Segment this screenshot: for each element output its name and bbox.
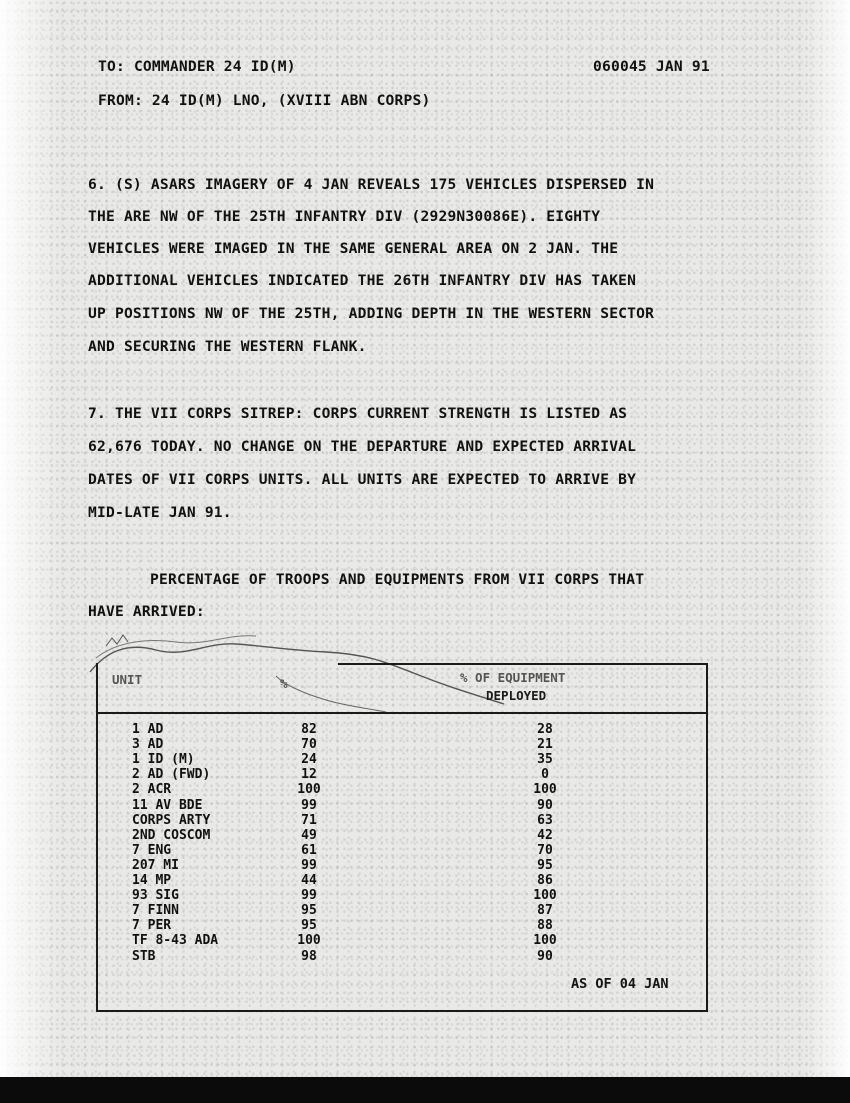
row-equipment-percent: 63: [537, 812, 553, 828]
row-equipment-percent: 95: [537, 857, 553, 873]
row-unit: 2ND COSCOM: [132, 827, 211, 843]
row-unit: 93 SIG: [132, 888, 179, 904]
row-troops-percent: 95: [301, 918, 317, 934]
percentage-intro-line: HAVE ARRIVED:: [88, 603, 205, 620]
row-troops-percent: 12: [301, 767, 317, 783]
paragraph-6-line: UP POSITIONS NW OF THE 25TH, ADDING DEPTH IN THE WESTERN SECTOR: [88, 305, 655, 322]
row-unit: 7 PER: [132, 918, 172, 934]
row-equipment-percent: 70: [537, 842, 553, 858]
from-line: FROM: 24 ID(M) LNO, (XVIII ABN CORPS): [98, 92, 431, 109]
row-troops-percent: 99: [301, 797, 317, 813]
row-equipment-percent: 100: [533, 933, 557, 949]
row-equipment-percent: 100: [533, 782, 557, 798]
paragraph-7-line: MID-LATE JAN 91.: [88, 504, 232, 521]
table-header-divider: [96, 712, 706, 714]
row-unit: 2 AD (FWD): [132, 767, 211, 783]
paragraph-7-line: 7. THE VII CORPS SITREP: CORPS CURRENT STRENGTH IS LISTED AS: [88, 405, 628, 422]
row-troops-percent: 95: [301, 903, 317, 919]
row-troops-percent: 100: [297, 782, 321, 798]
row-troops-percent: 82: [301, 722, 317, 737]
row-troops-percent: 24: [301, 752, 317, 768]
row-unit: 1 ID (M): [132, 752, 195, 768]
page-right-margin: [805, 0, 850, 1103]
row-troops-percent: 98: [301, 948, 317, 964]
row-troops-percent: 44: [301, 873, 317, 888]
as-of-date: AS OF 04 JAN: [571, 976, 669, 992]
row-equipment-percent: 86: [537, 873, 553, 888]
column-header-deployed: DEPLOYED: [486, 688, 547, 703]
paragraph-7-line: DATES OF VII CORPS UNITS. ALL UNITS ARE EXPECTED TO ARRIVE BY: [88, 471, 637, 488]
row-equipment-percent: 90: [537, 797, 553, 813]
row-unit: 3 AD: [132, 737, 164, 753]
row-equipment-percent: 28: [537, 722, 553, 737]
row-equipment-percent: 88: [537, 918, 553, 934]
row-troops-percent: 71: [301, 812, 317, 828]
row-unit: TF 8-43 ADA: [132, 933, 219, 949]
paragraph-7-line: 62,676 TODAY. NO CHANGE ON THE DEPARTURE AND EXPECTED ARRIVAL: [88, 438, 637, 455]
date-time-group: 060045 JAN 91: [593, 58, 710, 75]
row-unit: CORPS ARTY: [132, 812, 211, 828]
row-equipment-percent: 90: [537, 948, 553, 964]
column-header-equipment: % OF EQUIPMENT: [460, 670, 566, 685]
row-unit: 2 ACR: [132, 782, 172, 798]
scan-bottom-edge: [0, 1077, 850, 1103]
row-troops-percent: 100: [297, 933, 321, 949]
row-troops-percent: 70: [301, 737, 317, 753]
row-unit: 11 AV BDE: [132, 797, 203, 813]
paragraph-6-line: ADDITIONAL VEHICLES INDICATED THE 26TH INFANTRY DIV HAS TAKEN: [88, 272, 637, 289]
paragraph-6-line: VEHICLES WERE IMAGED IN THE SAME GENERAL AREA ON 2 JAN. THE: [88, 240, 619, 257]
paragraph-6-line: THE ARE NW OF THE 25TH INFANTRY DIV (2929N30086E). EIGHTY: [88, 208, 601, 225]
row-troops-percent: 61: [301, 842, 317, 858]
row-equipment-percent: 0: [541, 767, 549, 783]
row-unit: 1 AD: [132, 722, 164, 737]
row-troops-percent: 99: [301, 888, 317, 904]
row-equipment-percent: 100: [533, 888, 557, 904]
column-header-unit: UNIT: [112, 672, 143, 687]
row-unit: 14 MP: [132, 873, 172, 888]
row-equipment-percent: 35: [537, 752, 553, 768]
row-equipment-percent: 87: [537, 903, 553, 919]
row-unit: 7 FINN: [132, 903, 179, 919]
row-unit: STB: [132, 948, 156, 964]
page-left-margin: [0, 0, 60, 1103]
paragraph-6-line: 6. (S) ASARS IMAGERY OF 4 JAN REVEALS 175 VEHICLES DISPERSED IN: [88, 176, 655, 193]
paragraph-6-line: AND SECURING THE WESTERN FLANK.: [88, 338, 367, 355]
row-unit: 7 ENG: [132, 842, 172, 858]
to-line: TO: COMMANDER 24 ID(M): [98, 58, 296, 75]
percentage-intro-line: PERCENTAGE OF TROOPS AND EQUIPMENTS FROM VII CORPS THAT: [150, 571, 645, 588]
row-equipment-percent: 21: [537, 737, 553, 753]
column-header-troops: %: [280, 676, 288, 691]
row-troops-percent: 49: [301, 827, 317, 843]
row-equipment-percent: 42: [537, 827, 553, 843]
row-unit: 207 MI: [132, 857, 179, 873]
row-troops-percent: 99: [301, 857, 317, 873]
